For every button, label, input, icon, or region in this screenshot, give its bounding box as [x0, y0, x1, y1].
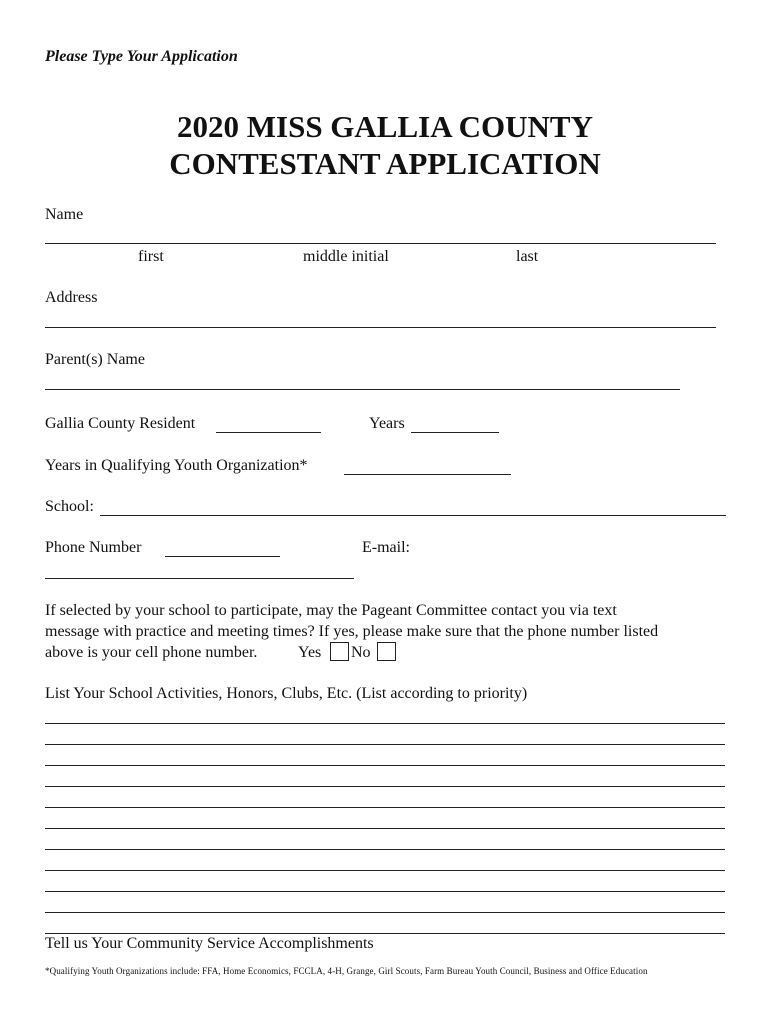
yes-checkbox[interactable] [330, 642, 349, 661]
activities-line-8[interactable] [45, 870, 725, 871]
middle-initial-caption: middle initial [303, 248, 389, 265]
address-label: Address [45, 289, 98, 306]
activities-line-9[interactable] [45, 891, 725, 892]
activities-line-3[interactable] [45, 765, 725, 766]
consent-text-line1: If selected by your school to participate, may the Pageant Committee contact you via text [45, 602, 617, 619]
name-label: Name [45, 206, 84, 223]
first-name-caption: first [138, 248, 164, 265]
resident-label: Gallia County Resident [45, 415, 196, 432]
name-input-line[interactable] [45, 243, 716, 244]
phone-input-line[interactable] [165, 556, 280, 557]
no-checkbox[interactable] [377, 642, 396, 661]
activities-line-4[interactable] [45, 786, 725, 787]
resident-input-line[interactable] [216, 432, 321, 433]
parents-name-label: Parent(s) Name [45, 351, 145, 368]
header-note: Please Type Your Application [45, 48, 238, 65]
activities-line-6[interactable] [45, 828, 725, 829]
form-title-line2: CONTESTANT APPLICATION [169, 146, 601, 181]
form-title-line1: 2020 MISS GALLIA COUNTY [177, 109, 593, 144]
email-input-line[interactable] [45, 578, 354, 579]
school-label: School: [45, 498, 94, 515]
activities-line-5[interactable] [45, 807, 725, 808]
activities-line-1[interactable] [45, 723, 725, 724]
activities-label: List Your School Activities, Honors, Clubs, Etc. (List according to priority) [45, 685, 528, 702]
youth-org-input-line[interactable] [344, 474, 511, 475]
activities-line-2[interactable] [45, 744, 725, 745]
parents-name-input-line[interactable] [45, 389, 680, 390]
yes-label: Yes [298, 644, 322, 661]
school-input-line[interactable] [100, 515, 726, 516]
youth-org-label: Years in Qualifying Youth Organization* [45, 457, 308, 474]
phone-label: Phone Number [45, 539, 142, 556]
consent-text-line2: message with practice and meeting times? If yes, please make sure that the phone number listed [45, 623, 659, 640]
activities-line-7[interactable] [45, 849, 725, 850]
footnote: *Qualifying Youth Organizations include: FFA, Home Economics, FCCLA, 4-H, Grange, Girl Scouts, Farm Bureau Youth Council, Business and Office Education [45, 966, 648, 976]
years-input-line[interactable] [411, 432, 499, 433]
consent-text-line3: above is your cell phone number. [45, 644, 258, 661]
no-label: No [351, 644, 371, 661]
years-label: Years [369, 415, 405, 432]
last-name-caption: last [516, 248, 539, 265]
address-input-line[interactable] [45, 327, 716, 328]
activities-line-10[interactable] [45, 912, 725, 913]
community-service-label: Tell us Your Community Service Accomplishments [45, 935, 374, 952]
email-label: E-mail: [362, 539, 410, 556]
